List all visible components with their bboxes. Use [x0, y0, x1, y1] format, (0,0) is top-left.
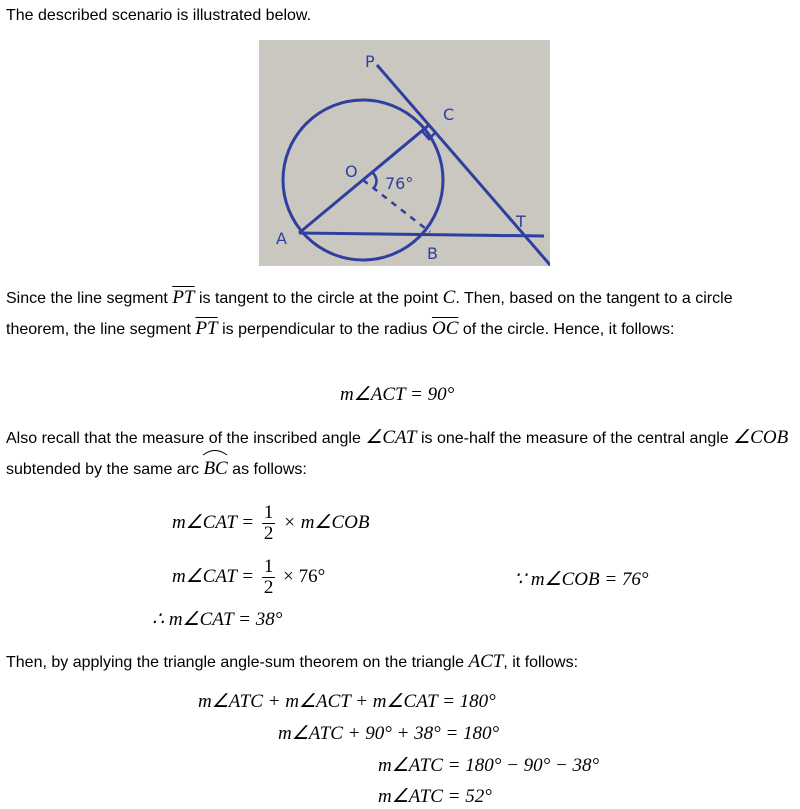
label-p: P	[365, 52, 375, 71]
intro-label: The described scenario is illustrated below.	[6, 7, 312, 24]
angle-cat: ∠CAT	[365, 427, 417, 448]
equation-isolated: m∠ATC = 180° − 90° − 38°	[378, 755, 600, 776]
para2-text-1: Also recall that the measure of the inscribed angle	[6, 430, 366, 447]
circle-tangent-diagram	[259, 40, 550, 266]
equation-final: m∠ATC = 52°	[378, 786, 492, 807]
fraction-denominator-2: 2	[263, 577, 274, 598]
para2-text-2: is one-half the measure of the central angle	[416, 430, 734, 447]
label-o: O	[345, 162, 358, 181]
equation-substituted: m∠ATC + 90° + 38° = 180°	[278, 723, 500, 744]
line-at	[299, 233, 544, 236]
arc-symbol	[202, 448, 228, 456]
intro-text	[6, 1, 792, 31]
equation-cat-substituted	[172, 557, 325, 598]
arc-bc	[203, 454, 227, 485]
eq2-rhs: × m∠COB	[283, 511, 370, 533]
equation-act: m∠ACT = 90°	[340, 384, 455, 405]
label-angle: 76°	[385, 174, 414, 193]
equation-cat-result: ∴ m∠CAT = 38°	[152, 609, 283, 630]
segment-pt-2: $\overline{PT}$	[195, 318, 218, 339]
point-c: C	[442, 287, 456, 308]
paragraph-angle-sum	[6, 647, 792, 678]
equation-sum: m∠ATC + m∠ACT + m∠CAT = 180°	[198, 691, 496, 712]
label-a: A	[276, 229, 287, 248]
para1-text-4: is perpendicular to the radius	[217, 321, 432, 338]
label-c: C	[443, 105, 455, 124]
triangle-act: ACT	[468, 651, 504, 672]
para2-text-3: subtended by the same arc	[6, 461, 204, 478]
label-t: T	[516, 212, 526, 231]
paragraph-inscribed	[6, 423, 792, 485]
fraction-numerator: 1	[263, 502, 274, 523]
fraction-one-half	[262, 503, 276, 544]
equation-cat-half	[172, 503, 369, 544]
label-b: B	[427, 244, 438, 263]
fraction-denominator: 2	[263, 523, 274, 544]
angle-cob: ∠COB	[733, 427, 789, 448]
para2-text-4: as follows:	[227, 461, 307, 478]
eq2-lhs: m∠CAT =	[172, 511, 255, 533]
diagram-figure	[259, 40, 550, 266]
para1-text-5: of the circle. Hence, it follows:	[458, 321, 675, 338]
para1-text-3: . Then, based on the tangent to a circle theorem, the line segment	[6, 290, 733, 338]
radius-oc	[363, 125, 429, 180]
angle-arc-mark	[373, 173, 377, 189]
para1-text-2: is tangent to the circle at the point	[194, 290, 443, 307]
arc-label: BC	[203, 458, 228, 479]
para3-text-1: Then, by applying the triangle angle-sum theorem on the triangle	[6, 654, 469, 671]
paragraph-tangent	[6, 283, 792, 345]
eq3-lhs: m∠CAT =	[172, 565, 255, 587]
fraction-numerator-2: 1	[263, 556, 274, 577]
fraction-one-half-2	[262, 557, 276, 598]
eq3-rhs: × 76°	[283, 565, 326, 587]
segment-oc: $\overline{OC}$	[431, 318, 459, 339]
segment-pt: $\overline{PT}$	[172, 287, 195, 308]
para1-text-1: Since the line segment	[6, 290, 173, 307]
para3-text-2: , it follows:	[503, 654, 579, 671]
equation-reason: ∵ m∠COB = 76°	[514, 569, 649, 590]
